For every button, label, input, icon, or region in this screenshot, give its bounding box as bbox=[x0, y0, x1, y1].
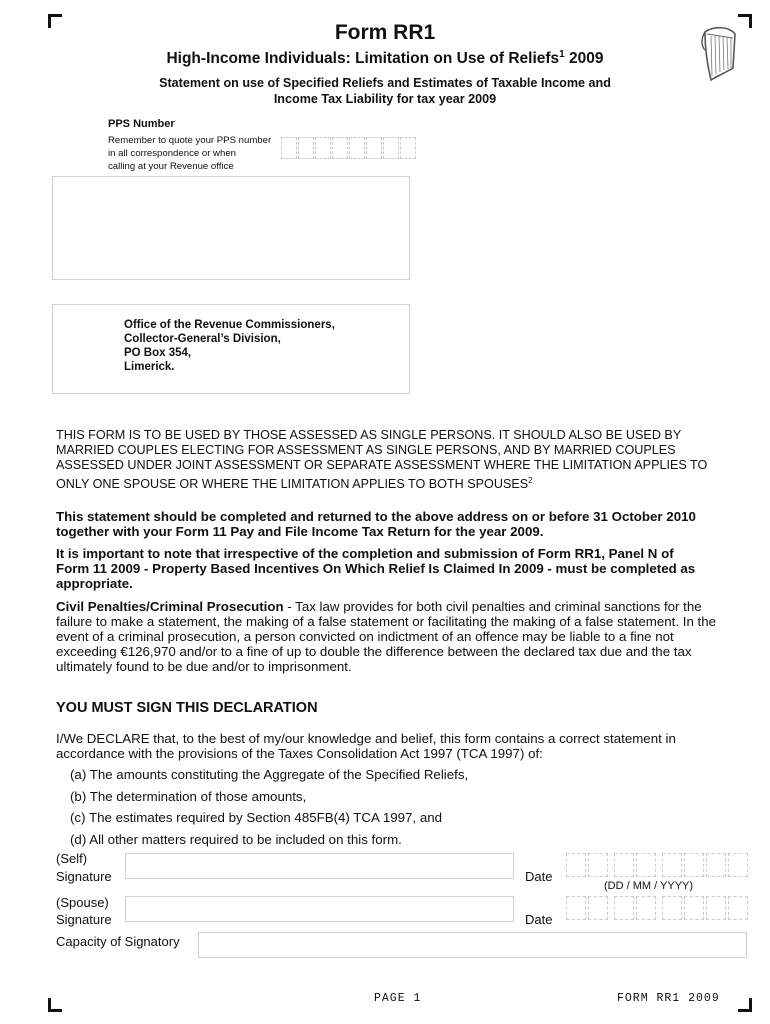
penalties-line-4: exceeding €126,970 and/or to a fine of up to double the difference between the declared tax due and the tax bbox=[56, 644, 692, 659]
revenue-address-box bbox=[52, 304, 410, 394]
date-digit-box[interactable] bbox=[684, 853, 704, 877]
notice-line-1: THIS FORM IS TO BE USED BY THOSE ASSESSED AS SINGLE PERSONS. IT SHOULD ALSO BE USED BY bbox=[56, 428, 682, 442]
notice-line-4-text: ONLY ONE SPOUSE OR WHERE THE LIMITATION APPLIES TO BOTH SPOUSES bbox=[56, 477, 529, 492]
return-info bbox=[56, 509, 731, 539]
penalties-line-1-text: - Tax law provides for both civil penalties and criminal sanctions for the bbox=[283, 599, 702, 614]
date-format-hint: (DD / MM / YYYY) bbox=[604, 880, 694, 892]
date-digit-box[interactable] bbox=[566, 896, 586, 920]
date-digit-box[interactable] bbox=[728, 853, 748, 877]
return-info-line-2: together with your Form 11 Pay and File Income Tax Return for the year 2009. bbox=[56, 524, 544, 539]
spouse-date-label: Date bbox=[525, 912, 553, 927]
panel-note-line-1: It is important to note that irrespective of the completion and submission of Form RR1, Panel N of bbox=[56, 546, 674, 561]
penalties-heading: Civil Penalties/Criminal Prosecution bbox=[56, 599, 284, 614]
declaration-intro bbox=[56, 731, 731, 761]
corner-mark-bottom-right bbox=[738, 998, 752, 1012]
date-digit-box[interactable] bbox=[636, 896, 656, 920]
date-digit-box[interactable] bbox=[662, 853, 682, 877]
subtitle-year: 2009 bbox=[569, 50, 604, 68]
corner-mark-bottom-left bbox=[48, 998, 62, 1012]
penalties-line-1 bbox=[56, 599, 731, 614]
pps-label: PPS Number bbox=[108, 118, 175, 130]
self-signature-field[interactable] bbox=[125, 853, 514, 879]
pps-note-line-2: in all correspondence or when bbox=[108, 148, 236, 159]
self-date-label: Date bbox=[525, 869, 553, 884]
date-digit-box[interactable] bbox=[588, 853, 608, 877]
form-title: Form RR1 bbox=[334, 21, 436, 44]
return-info-line-1: This statement should be completed and returned to the above address on or before 31 October 2010 bbox=[56, 509, 696, 524]
declaration-item-b: (b) The determination of those amounts, bbox=[70, 789, 307, 804]
pps-digit-box[interactable] bbox=[332, 137, 348, 159]
notice-paragraph bbox=[56, 428, 756, 492]
notice-line-3: ASSESSED UNDER JOINT ASSESSMENT OR SEPARATE ASSESSMENT WHERE THE LIMITATION APPLIES TO bbox=[56, 458, 708, 472]
notice-line-2: MARRIED COUPLES ELECTING FOR ASSESSMENT AS SINGLE PERSONS, AND BY MARRIED COUPLES bbox=[56, 443, 676, 457]
taxpayer-address-box[interactable] bbox=[52, 176, 410, 280]
date-digit-box[interactable] bbox=[684, 896, 704, 920]
panel-n-note bbox=[56, 546, 731, 591]
penalties-line-3: event of a criminal prosecution, a person convicted on indictment of an offence may be liable to a fine not bbox=[56, 629, 674, 644]
pps-digit-box[interactable] bbox=[281, 137, 297, 159]
pps-digit-box[interactable] bbox=[298, 137, 314, 159]
pps-digit-box[interactable] bbox=[383, 137, 399, 159]
declaration-intro-line-1: I/We DECLARE that, to the best of my/our knowledge and belief, this form contains a correct statement in bbox=[56, 731, 676, 746]
notice-footnote-ref: 2 bbox=[528, 476, 533, 485]
address-line-1: Office of the Revenue Commissioners, bbox=[124, 319, 335, 331]
statement-line-1: Statement on use of Specified Reliefs and Estimates of Taxable Income and bbox=[159, 76, 611, 90]
declaration-item-a: (a) The amounts constituting the Aggregate of the Specified Reliefs, bbox=[70, 767, 469, 782]
spouse-label: (Spouse) bbox=[56, 895, 109, 910]
pps-digit-box[interactable] bbox=[315, 137, 331, 159]
capacity-field[interactable] bbox=[198, 932, 747, 958]
penalties-line-2: failure to make a statement, the making of a false statement or facilitating the making of a false statement. In the bbox=[56, 614, 717, 629]
pps-note-line-3: calling at your Revenue office bbox=[108, 161, 234, 172]
notice-line-4 bbox=[56, 473, 756, 492]
pps-digit-box[interactable] bbox=[366, 137, 382, 159]
spouse-signature-label: Signature bbox=[56, 912, 112, 927]
date-digit-box[interactable] bbox=[706, 896, 726, 920]
declaration-item-d: (d) All other matters required to be included on this form. bbox=[70, 832, 402, 847]
declaration-item-c: (c) The estimates required by Section 485FB(4) TCA 1997, and bbox=[70, 810, 443, 825]
declaration-intro-line-2: accordance with the provisions of the Taxes Consolidation Act 1997 (TCA 1997) of: bbox=[56, 746, 543, 761]
date-digit-box[interactable] bbox=[614, 853, 634, 877]
panel-note-line-2: Form 11 2009 - Property Based Incentives On Which Relief Is Claimed In 2009 - must be completed as bbox=[56, 561, 696, 576]
page-number: PAGE 1 bbox=[374, 992, 422, 1005]
date-digit-box[interactable] bbox=[566, 853, 586, 877]
declaration-heading: YOU MUST SIGN THIS DECLARATION bbox=[56, 700, 318, 716]
pps-digit-box[interactable] bbox=[349, 137, 365, 159]
address-line-2: Collector-General’s Division, bbox=[124, 333, 281, 345]
self-signature-label: Signature bbox=[56, 869, 112, 884]
subtitle-main: High-Income Individuals: Limitation on Use of Reliefs bbox=[166, 50, 560, 68]
pps-digit-box[interactable] bbox=[400, 137, 416, 159]
date-digit-box[interactable] bbox=[662, 896, 682, 920]
panel-note-line-3: appropriate. bbox=[56, 576, 133, 591]
date-digit-box[interactable] bbox=[614, 896, 634, 920]
capacity-label: Capacity of Signatory bbox=[56, 934, 180, 949]
spouse-signature-field[interactable] bbox=[125, 896, 514, 922]
address-line-3: PO Box 354, bbox=[124, 347, 192, 359]
penalties-paragraph bbox=[56, 599, 731, 674]
date-digit-box[interactable] bbox=[636, 853, 656, 877]
self-label: (Self) bbox=[56, 851, 88, 866]
date-digit-box[interactable] bbox=[728, 896, 748, 920]
date-digit-box[interactable] bbox=[588, 896, 608, 920]
statement-line-2: Income Tax Liability for tax year 2009 bbox=[273, 92, 497, 106]
pps-note-line-1: Remember to quote your PPS number bbox=[108, 135, 272, 146]
date-digit-box[interactable] bbox=[706, 853, 726, 877]
penalties-line-5: ultimately found to be due and/or to imprisonment. bbox=[56, 659, 352, 674]
form-subtitle bbox=[0, 49, 770, 68]
address-line-4: Limerick. bbox=[124, 361, 175, 373]
subtitle-footnote-ref: 1 bbox=[559, 49, 565, 60]
form-reference: FORM RR1 2009 bbox=[617, 992, 720, 1005]
